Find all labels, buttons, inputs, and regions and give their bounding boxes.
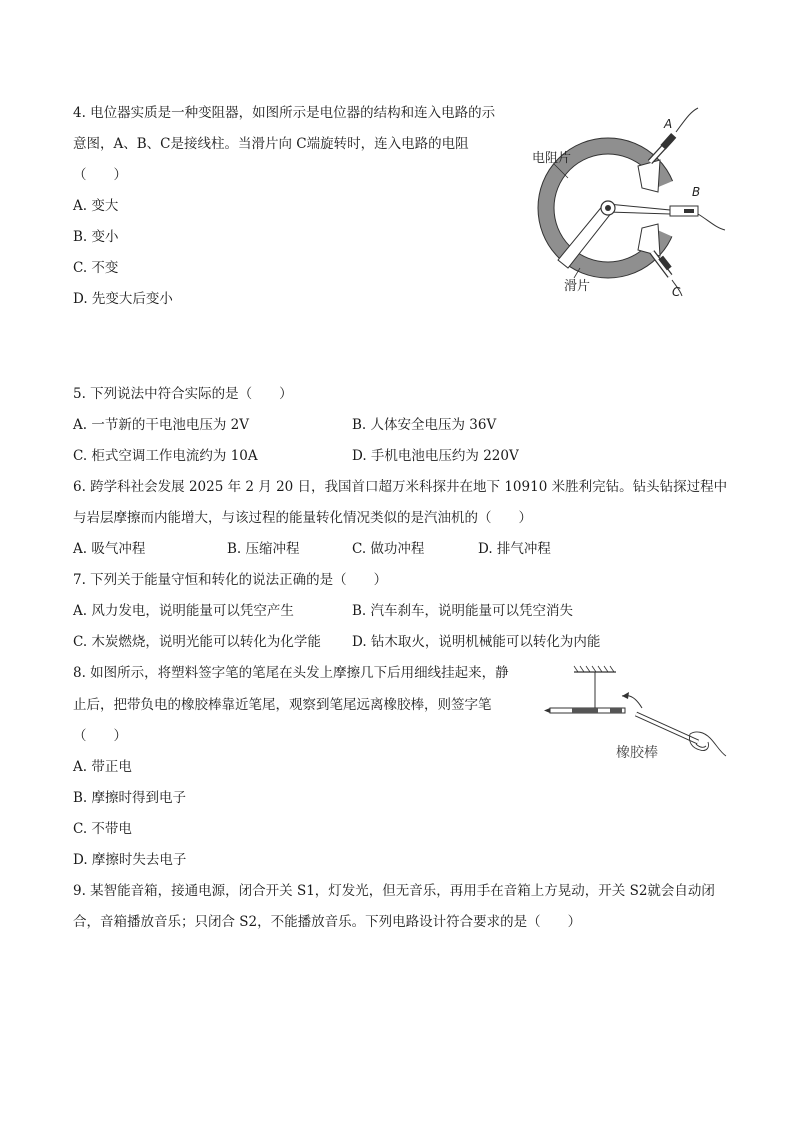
potentiometer-figure <box>520 100 730 300</box>
q5-option-c: C. 柜式空调工作电流约为 10A <box>73 448 258 464</box>
q4-option-d: D. 先变大后变小 <box>73 291 173 307</box>
hand-icon <box>689 732 726 756</box>
q8-stem-line1: 8. 如图所示，将塑料签字笔的笔尾在头发上摩擦几下后用细线挂起来，静 <box>73 665 509 681</box>
label-rubber-rod: 橡胶棒 <box>616 745 658 761</box>
q6-option-a: A. 吸气冲程 <box>73 541 146 557</box>
label-b: B <box>692 185 701 199</box>
q5-option-a: A. 一节新的干电池电压为 2V <box>73 417 249 433</box>
q7-option-c: C. 木炭燃烧，说明光能可以转化为化学能 <box>73 634 321 650</box>
q8-option-c: C. 不带电 <box>73 821 132 837</box>
q8-stem-line2: 止后，把带负电的橡胶棒靠近笔尾，观察到笔尾远离橡胶棒，则签字笔 <box>73 697 492 713</box>
q6-option-b: B. 压缩冲程 <box>227 541 300 557</box>
q4-stem-line1: 4. 电位器实质是一种变阻器，如图所示是电位器的结构和连入电路的示 <box>73 105 496 121</box>
q5-stem: 5. 下列说法中符合实际的是（ ） <box>73 386 293 402</box>
q8-option-d: D. 摩擦时失去电子 <box>73 852 187 868</box>
q5-option-b: B. 人体安全电压为 36V <box>352 417 497 433</box>
q6-option-d: D. 排气冲程 <box>478 541 551 557</box>
q9-stem-line2: 合，音箱播放音乐；只闭合 S2，不能播放音乐。下列电路设计符合要求的是（ ） <box>73 914 582 930</box>
q6-stem-line2: 与岩层摩擦而内能增大，与该过程的能量转化情况类似的是汽油机的（ ） <box>73 510 532 526</box>
q6-stem-line1: 6. 跨学科社会发展 2025 年 2 月 20 日，我国首口超万米科探井在地下 10910 米胜利完钻。钻头钻探过程中 <box>73 479 728 495</box>
q7-option-a: A. 风力发电，说明能量可以凭空产生 <box>73 603 294 619</box>
label-slider: 滑片 <box>564 279 591 294</box>
label-c: C <box>672 285 681 299</box>
pen <box>544 708 625 713</box>
q7-option-b: B. 汽车刹车，说明能量可以凭空消失 <box>352 603 574 619</box>
q7-stem: 7. 下列关于能量守恒和转化的说法正确的是（ ） <box>73 572 388 588</box>
q6-option-c: C. 做功冲程 <box>352 541 425 557</box>
q4-option-a: A. 变大 <box>73 198 119 214</box>
q4-answer-blank: （ ） <box>73 167 127 183</box>
q4-stem-line2: 意图，A、B、C是接线柱。当滑片向 C端旋转时，连入电路的电阻 <box>73 136 469 152</box>
label-resistor: 电阻片 <box>532 151 572 166</box>
rubber-rod <box>636 714 698 742</box>
q8-answer-blank: （ ） <box>73 728 127 744</box>
terminal-a <box>650 108 698 162</box>
pen-rod-figure <box>540 660 730 770</box>
label-a: A <box>664 117 673 131</box>
q8-option-b: B. 摩擦时得到电子 <box>73 790 187 806</box>
q4-option-c: C. 不变 <box>73 260 119 276</box>
q7-option-d: D. 钻木取火，说明机械能可以转化为内能 <box>352 634 601 650</box>
q9-stem-line1: 9. 某智能音箱，接通电源，闭合开关 S1，灯发光，但无音乐，再用手在音箱上方晃动，开关 S2就会自动闭 <box>73 883 715 899</box>
q4-option-b: B. 变小 <box>73 229 119 245</box>
q8-option-a: A. 带正电 <box>73 759 132 775</box>
q5-option-d: D. 手机电池电压约为 220V <box>352 448 519 464</box>
